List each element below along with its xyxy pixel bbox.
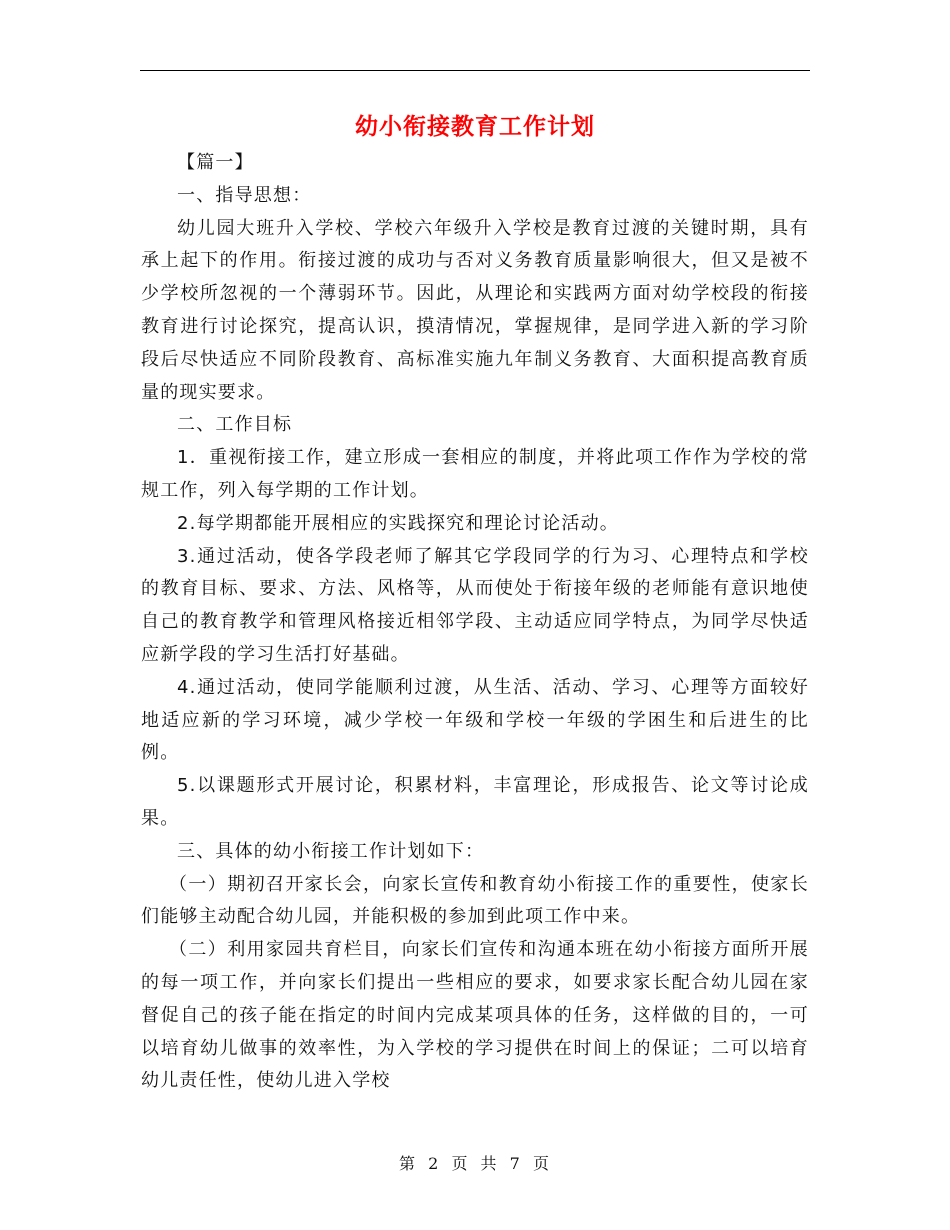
footer-word-ye-2: 页 bbox=[532, 1154, 551, 1173]
footer-word-di: 第 bbox=[399, 1154, 418, 1173]
goal-item-5: 5.以课题形式开展讨论，积累材料，丰富理论，形成报告、论文等讨论成果。 bbox=[141, 775, 809, 829]
document-body bbox=[141, 147, 809, 1098]
plan-item-2: （二）利用家园共育栏目，向家长们宣传和沟通本班在幼小衔接方面所开展的每一项工作，并向家长们提出一些相应的要求，如要求家长配合幼儿园在家督促自己的孩子能在指定的时间内完成某项具体的任务，这样做的目的，一可以培育幼儿做事的效率性，为入学校的学习提供在时间上的保证；二可以培育幼儿责任性，使幼儿进入学校 bbox=[141, 939, 809, 1092]
heading-work-goals: 二、工作目标 bbox=[177, 414, 293, 436]
page-footer bbox=[0, 1152, 950, 1176]
footer-word-ye: 页 bbox=[451, 1154, 470, 1173]
document-title: 幼小衔接教育工作计划 bbox=[355, 113, 595, 140]
goal-item-2: 2.每学期都能开展相应的实践探究和理论讨论活动。 bbox=[177, 512, 619, 534]
header-rule bbox=[140, 70, 810, 71]
footer-total-pages: 7 bbox=[509, 1154, 522, 1173]
goal-item-1: 1．重视衔接工作，建立形成一套相应的制度，并将此项工作作为学校的常规工作，列入每学期的工作计划。 bbox=[141, 447, 809, 501]
section-heading: 【篇一】 bbox=[177, 152, 254, 173]
footer-word-gong: 共 bbox=[480, 1154, 499, 1173]
goal-item-3: 3.通过活动，使各学段老师了解其它学段同学的行为习、心理特点和学校的教育目标、要求、方法、风格等，从而使处于衔接年级的老师能有意识地使自己的教育教学和管理风格接近相邻学段、主动适应同学特点，为同学尽快适应新学段的学习生活打好基础。 bbox=[141, 545, 809, 665]
heading-specific-plan: 三、具体的幼小衔接工作计划如下： bbox=[177, 840, 485, 862]
footer-page-number: 2 bbox=[428, 1154, 441, 1173]
heading-guiding-ideology: 一、指导思想： bbox=[177, 184, 312, 206]
paragraph-ideology: 幼儿园大班升入学校、学校六年级升入学校是教育过渡的关键时期，具有承上起下的作用。衔接过渡的成功与否对义务教育质量影响很大，但又是被不少学校所忽视的一个薄弱环节。因此，从理论和实践两方面对幼学校段的衔接教育进行讨论探究，提高认识，摸清情况，掌握规律，是同学进入新的学习阶段后尽快适应不同阶段教育、高标准实施九年制义务教育、大面积提高教育质量的现实要求。 bbox=[141, 217, 809, 403]
goal-item-4: 4.通过活动，使同学能顺利过渡，从生活、活动、学习、心理等方面较好地适应新的学习环境，减少学校一年级和学校一年级的学困生和后进生的比例。 bbox=[141, 676, 809, 764]
plan-item-1: （一）期初召开家长会，向家长宣传和教育幼小衔接工作的重要性，使家长们能够主动配合幼儿园，并能积极的参加到此项工作中来。 bbox=[141, 873, 809, 928]
